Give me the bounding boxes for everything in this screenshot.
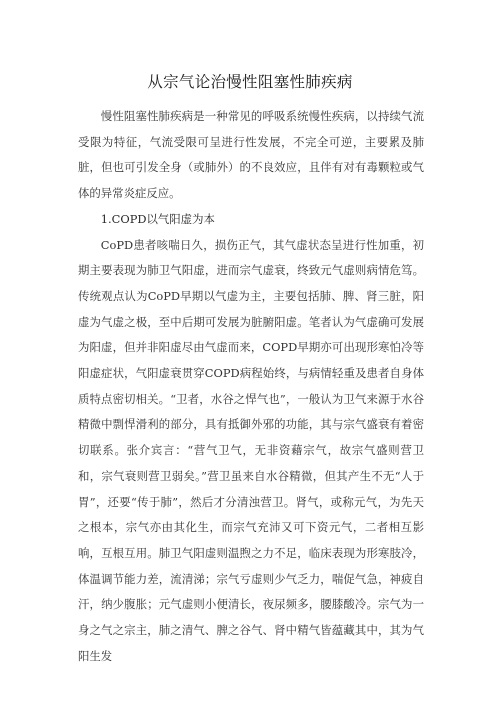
intro-paragraph: 慢性阻塞性肺疾病是一种常见的呼吸系统慢性疾病，以持续气流受限为特征，气流受限可呈进行性发展，不完全可逆，主要累及肺脏，但也可引发全身（或肺外）的不良效应，且伴有对有毒颗粒或气体的异常炎症反应。 — [78, 109, 424, 201]
document-body — [78, 104, 424, 669]
section-paragraph: CoPD患者咳喘日久，损伤正气，其气虚状态呈进行性加重，初期主要表现为肺卫气阳虚，进而宗气虚衰，终致元气虚则病情危笃。传统观点认为CoPD早期以气虚为主，主要包括肺、脾、肾三脏，阳虚为气虚之极，至中后期可发展为脏腑阳虚。笔者认为气虚确可发展为阳虚，但并非阳虚尽由气虚而来，COPD早期亦可出现形寒怕冷等阳虚症状，气阳虚衰贯穿COPD病程始终，与病情轻重及患者自身体质特点密切相关。“卫者，水谷之悍气也”，一般认为卫气来源于水谷精微中剽悍滑利的部分，具有抵御外邪的功能，其与宗气盛衰有着密切联系。张介宾言：“营气卫气，无非资藉宗气，故宗气盛则营卫和，宗气衰则营卫弱矣。”营卫虽来自水谷精微，但其产生不无“人于胃”，还要“传于肺”，然后才分清浊营卫。肾气，或称元气，为先天之根本，宗气亦由其化生，而宗气充沛又可下资元气，二者相互影响，互根互用。肺卫气阳虚则温煦之力不足，临床表现为形寒肢冷，体温调节能力差，流清涕；宗气亏虚则少气乏力，喘促气急，神疲自汗，纳少腹胀；元气虚则小便清长，夜尿频多，腰膝酸冷。宗气为一身之气之宗主，肺之清气、脾之谷气、肾中精气皆蕴藏其中，其为气阳生发 — [78, 237, 424, 663]
document-title: 从宗气论治慢性阻塞性肺疾病 — [147, 73, 353, 91]
section-heading: 1.COPD以气阳虚为本 — [100, 211, 215, 226]
